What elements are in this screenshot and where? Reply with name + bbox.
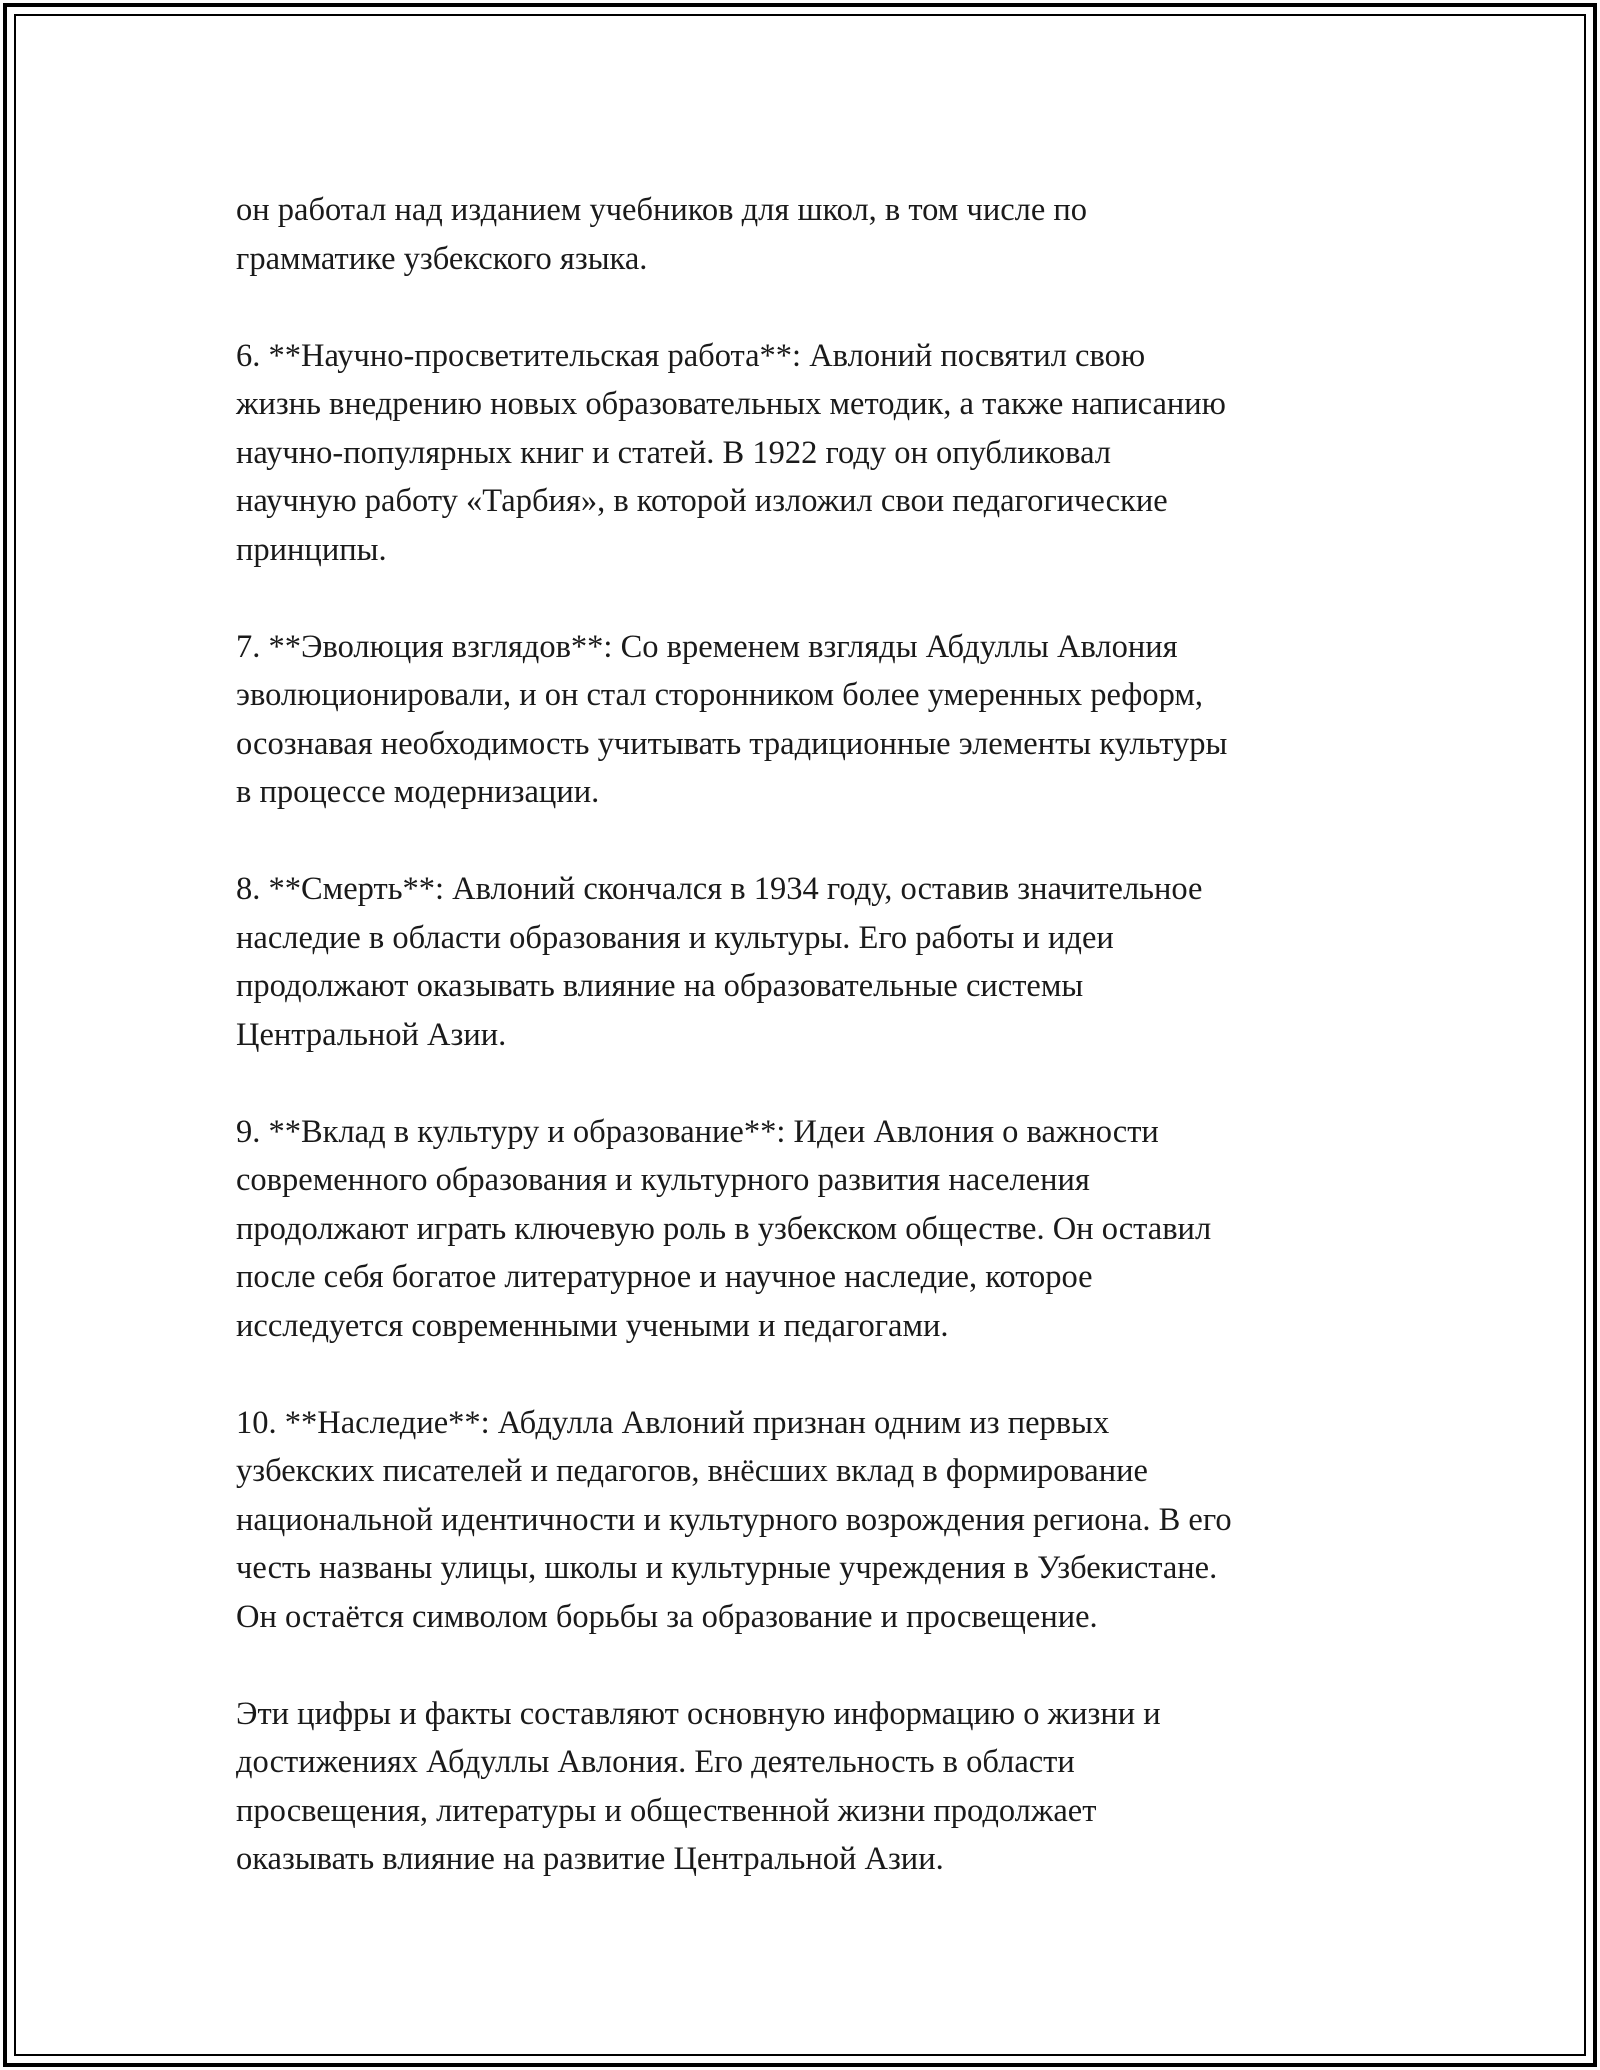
paragraph-item-7: 7. **Эволюция взглядов**: Со временем взгляды Абдуллы Авлония эволюционировали, и он стал сторонником более умеренных реформ, осознавая необходимость учитывать традиционные элементы культуры в процессе модернизации. [236,628,1228,810]
paragraph-conclusion: Эти цифры и факты составляют основную информацию о жизни и достижениях Абдуллы Авлония. Его деятельность в области просвещения, литературы и общественной жизни продолжает оказывать влияние на развитие Центральной Азии. [236,1695,1161,1877]
paragraph-item-10: 10. **Наследие**: Абдулла Авлоний признан одним из первых узбекских писателей и педагогов, внёсших вклад в формирование национальной идентичности и культурного возрождения региона. В его честь названы улицы, школы и культурные учреждения в Узбекистане. Он остаётся символом борьбы за образование и просвещение. [236,1404,1232,1635]
paragraph-continuation: он работал над изданием учебников для школ, в том числе по грамматике узбекского языка. [236,192,1088,277]
paragraph-item-9: 9. **Вклад в культуру и образование**: Идеи Авлония о важности современного образования и культурного развития населения продолжают играть ключевую роль в узбекском обществе. Он оставил после себя богатое литературное и научное наследие, которое исследуется современными учеными и педагогами. [236,1113,1212,1344]
document-body [236,186,1376,1932]
paragraph-item-8: 8. **Смерть**: Авлоний скончался в 1934 году, оставив значительное наследие в области образования и культуры. Его работы и идеи продолжают оказывать влияние на образовательные системы Центральной Азии. [236,871,1203,1053]
paragraph-item-6: 6. **Научно-просветительская работа**: Авлоний посвятил свою жизнь внедрению новых образовательных методик, а также написанию научно-популярных книг и статей. В 1922 году он опубликовал научную работу «Тарбия», в которой изложил свои педагогические принципы. [236,337,1226,568]
